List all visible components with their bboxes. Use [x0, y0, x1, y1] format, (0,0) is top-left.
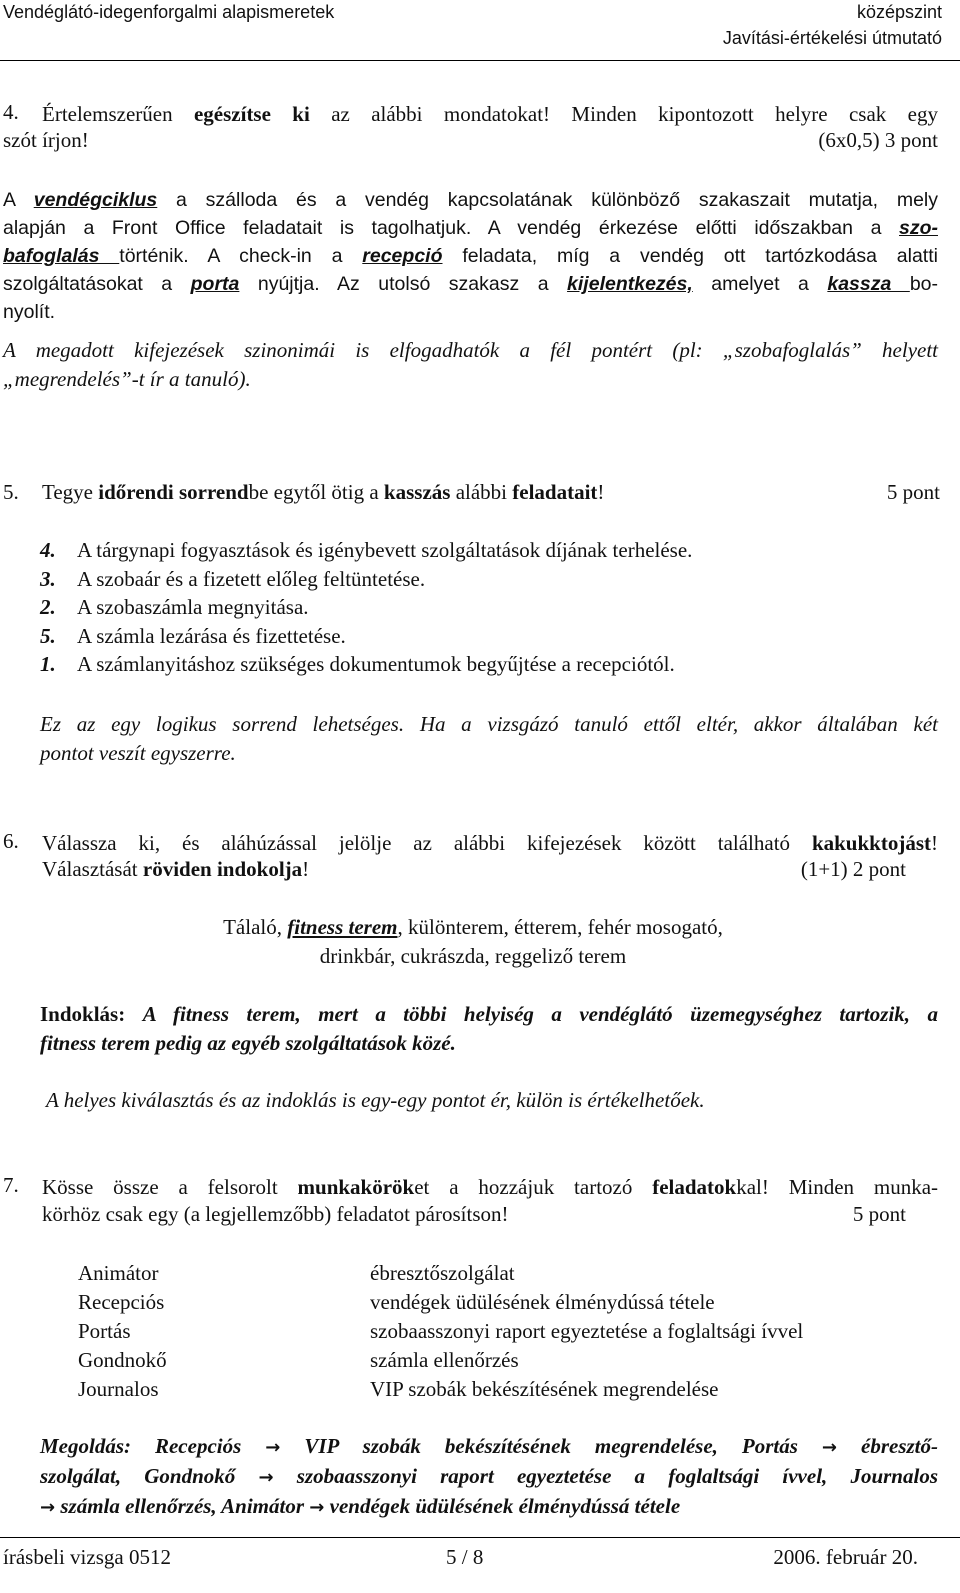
q7-task-item: számla ellenőrzés	[370, 1348, 519, 1372]
footer-date: 2006. február 20.	[773, 1545, 918, 1569]
q7-job-item: Animátor	[78, 1261, 159, 1285]
arrow-right-icon: →	[309, 1497, 325, 1518]
q7-tasks-column	[370, 1259, 803, 1404]
q4-text-line5: nyolít.	[3, 301, 56, 323]
q5-item-text: A számlanyitáshoz szükséges dokumentumok begyűjtése a recepciótól.	[77, 652, 675, 676]
q6-word-list	[0, 913, 946, 971]
q6-reason-line1: Indoklás: A fitness terem, mert a többi helyiség a vendéglátó üzemegységhez tartozik, a	[40, 1002, 938, 1026]
arrow-right-icon: →	[40, 1497, 56, 1518]
q6-prompt-line1: Válassza ki, és aláhúzással jelölje az alábbi kifejezések között található kakukktojást!	[42, 831, 938, 855]
q5-list-item	[40, 593, 692, 622]
q7-job-item: Recepciós	[78, 1290, 165, 1314]
header-rule	[0, 60, 960, 61]
header-subtitle: Javítási-értékelési útmutató	[722, 28, 942, 48]
q7-jobs-column	[78, 1259, 167, 1404]
q5-item-order: 2.	[40, 595, 56, 619]
q5-item-order: 1.	[40, 652, 56, 676]
arrow-right-icon: →	[258, 1467, 274, 1488]
q7-solution-line2: szolgálat, Gondnokő → szobaasszonyi raport egyeztetése a foglaltsági ívvel, Journalos	[40, 1464, 938, 1488]
q5-item-text: A tárgynapi fogyasztások és igénybevett szolgáltatások díjának terhelése.	[77, 538, 693, 562]
q7-prompt	[42, 1173, 938, 1201]
q5-note	[40, 710, 938, 768]
q4-prompt-line2: szót írjon!	[3, 128, 89, 152]
q5-note-line1: Ez az egy logikus sorrend lehetséges. Ha a vizsgázó tanuló ettől eltér, akkor általában két	[40, 712, 938, 736]
q7-task-item: VIP szobák bekészítésének megrendelése	[370, 1377, 719, 1401]
q5-list-item	[40, 650, 692, 679]
q7-job-item: Journalos	[78, 1377, 159, 1401]
q7-job-item: Gondnokő	[78, 1348, 167, 1372]
q7-job-item: Portás	[78, 1319, 131, 1343]
q7-solution-line3: → számla ellenőrzés, Animátor → vendégek üdülésének élménydússá tétele	[40, 1494, 681, 1518]
q5-list-item	[40, 536, 692, 565]
q7-task-item: vendégek üdülésének élménydússá tétele	[370, 1290, 715, 1314]
q4-text-line4: szolgáltatásokat a porta nyújtja. Az utolsó szakasz a kijelentkezés, amelyet a kassza bo-	[3, 273, 938, 295]
q7-prompt-line2: körhöz csak egy (a legjellemzőbb) feladatot párosítson!	[42, 1202, 509, 1226]
q6-reason-line2: fitness terem pedig az egyéb szolgáltatások közé.	[40, 1031, 456, 1055]
q5-item-text: A számla lezárása és fizettetése.	[77, 623, 346, 648]
q6-prompt	[42, 829, 938, 857]
q7-solution-line1: Megoldás: Recepciós → VIP szobák bekészítésének megrendelése, Portás → ébresztő-	[40, 1434, 938, 1458]
q4-note-line1: A megadott kifejezések szinonimái is elfogadhatók a fél pontért (pl: „szobafoglalás” helyett	[3, 338, 938, 362]
q4-text	[3, 186, 938, 326]
q5-list-item	[40, 565, 692, 594]
q5-item-text: A szobaár és a fizetett előleg feltüntetése.	[77, 566, 426, 591]
arrow-right-icon: →	[265, 1437, 281, 1458]
q5-number: 5.	[3, 480, 19, 504]
q6-prompt-line2: Választását röviden indokolja!	[42, 857, 310, 881]
q6-word-list-line1: Tálaló, fitness terem, különterem, étterem, fehér mosogató,	[223, 915, 723, 939]
q6-points: (1+1) 2 pont	[800, 857, 906, 881]
q6-reason	[40, 1000, 938, 1058]
q7-task-item: szobaasszonyi raport egyeztetése a foglaltsági ívvel	[370, 1319, 804, 1343]
q6-word-list-line2: drinkbár, cukrászda, reggeliző terem	[319, 944, 627, 968]
q4-points: (6x0,5) 3 pont	[818, 128, 938, 152]
q7-task-item: ébresztőszolgálat	[370, 1261, 515, 1285]
q4-text-line2: alapján a Front Office feladatait is tagolhatjuk. A vendég érkezése előtti időszakban a szo-	[3, 217, 938, 239]
q4-prompt	[42, 100, 938, 128]
q5-item-order: 4.	[40, 538, 56, 562]
q5-note-line2: pontot veszít egyszerre.	[40, 741, 236, 765]
footer-exam-label: írásbeli vizsga 0512	[3, 1545, 171, 1569]
footer-rule	[0, 1537, 960, 1538]
q4-note	[3, 336, 938, 394]
header-level: középszint	[856, 2, 942, 22]
q5-item-order: 5.	[40, 623, 56, 648]
q6-note: A helyes kiválasztás és az indoklás is egy-egy pontot ér, külön is értékelhetőek.	[46, 1088, 705, 1112]
header-title: Vendéglátó-idegenforgalmi alapismeretek	[3, 2, 335, 22]
q7-number: 7.	[3, 1173, 19, 1197]
q5-prompt: Tegye időrendi sorrendbe egytől ötig a kasszás alábbi feladatait!	[42, 480, 605, 504]
q5-list-item	[40, 622, 692, 651]
q4-note-line2: „megrendelés”-t ír a tanuló).	[3, 367, 251, 391]
q7-solution	[40, 1432, 938, 1522]
q6-number: 6.	[3, 829, 19, 853]
q4-text-line1: A vendégciklus a szálloda és a vendég kapcsolatának különböző szakaszait mutatja, mely	[3, 189, 938, 211]
q5-item-text: A szobaszámla megnyitása.	[77, 595, 309, 619]
q5-ordered-list	[40, 536, 692, 679]
q5-item-order: 3.	[40, 566, 56, 591]
q7-prompt-line1: Kösse össze a felsorolt munkaköröket a hozzájuk tartozó feladatokkal! Minden munka-	[42, 1175, 939, 1199]
q4-text-line3: bafoglalás történik. A check-in a recepció feladata, míg a vendég ott tartózkodása alatti	[3, 245, 938, 267]
footer-page-number: 5 / 8	[446, 1545, 484, 1569]
q7-points: 5 pont	[852, 1202, 906, 1226]
q4-number: 4.	[3, 100, 19, 124]
q4-prompt-line1: Értelemszerűen egészítse ki az alábbi mondatokat! Minden kipontozott helyre csak egy	[42, 102, 938, 126]
q5-points: 5 pont	[886, 480, 940, 504]
arrow-right-icon: →	[821, 1437, 838, 1458]
